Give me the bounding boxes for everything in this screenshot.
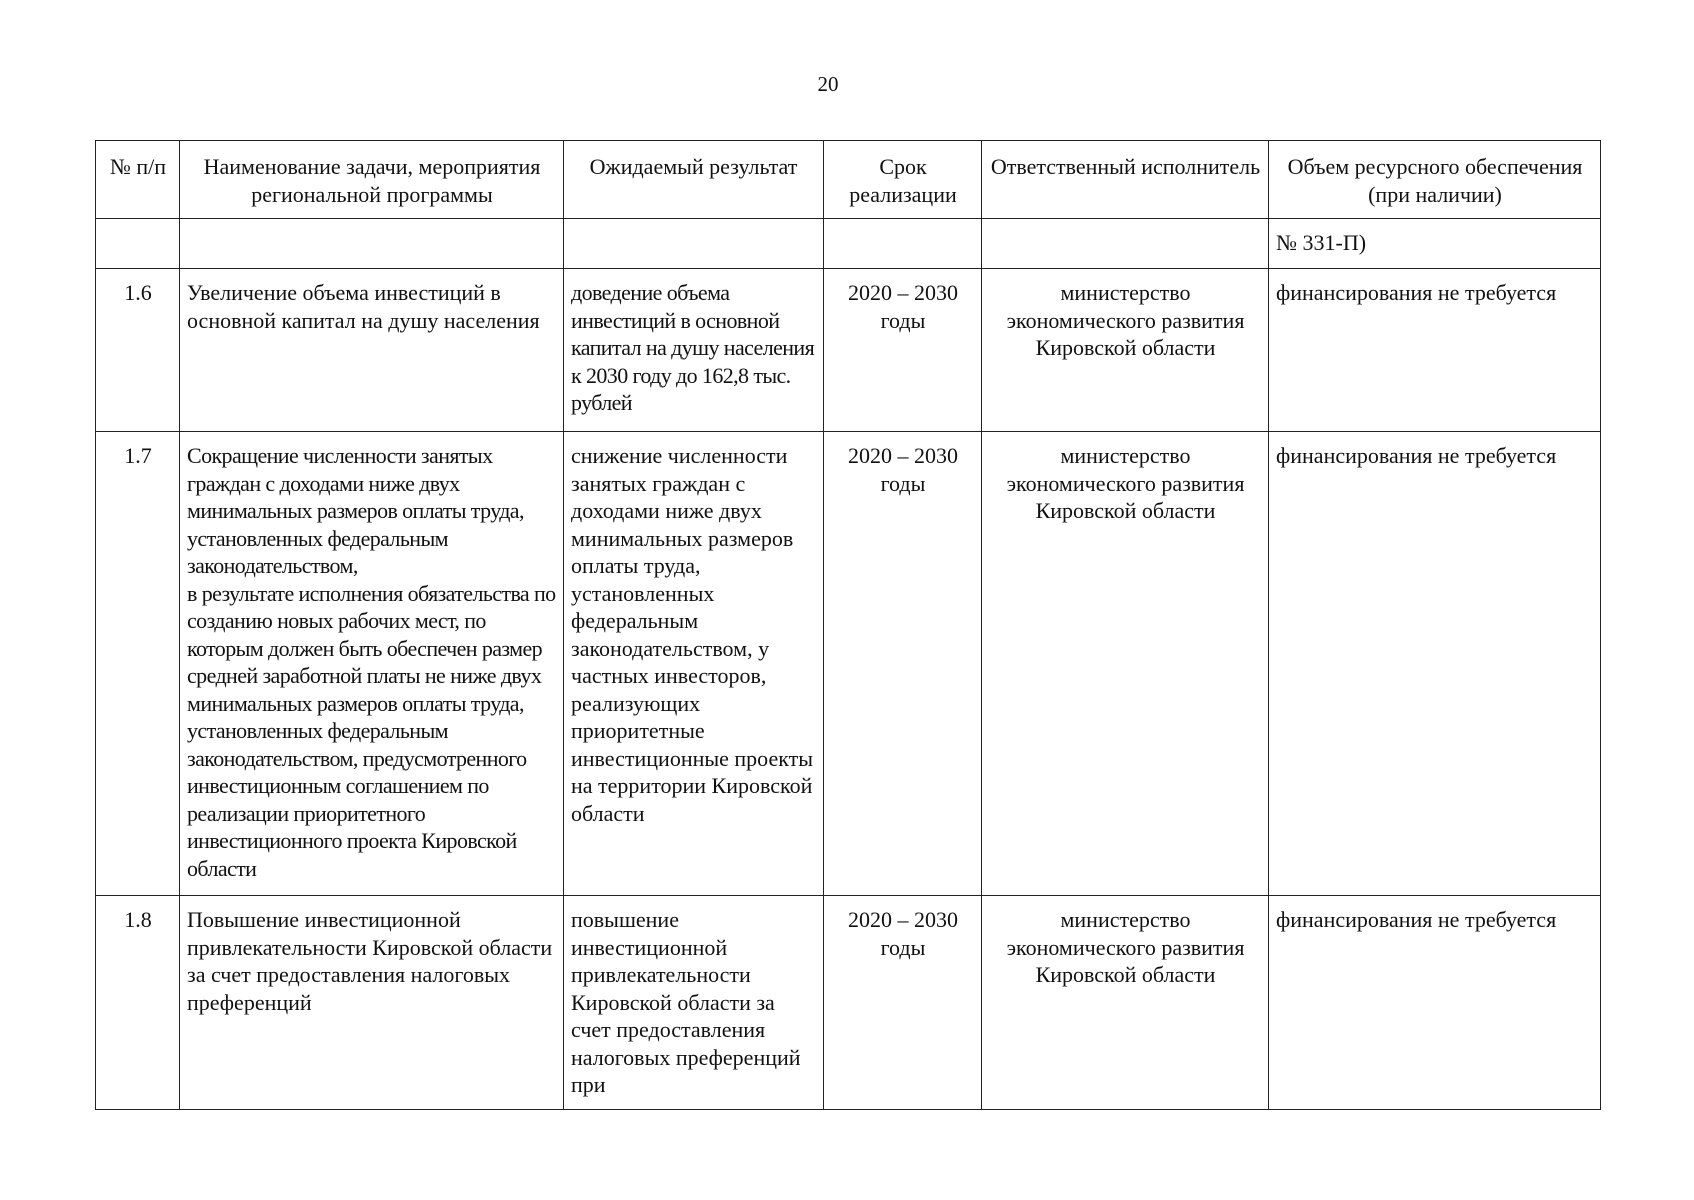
page-number: 20: [817, 72, 839, 96]
cell-num: 1.8: [96, 896, 180, 1110]
cell-term: 2020 – 2030 годы: [824, 432, 982, 896]
cell-term: 2020 – 2030 годы: [824, 896, 982, 1110]
cell-resources: финансирования не требуется: [1269, 896, 1601, 1110]
cell-term: 2020 – 2030 годы: [824, 269, 982, 432]
cell-num: 1.6: [96, 269, 180, 432]
table-header-row: [96, 141, 1601, 219]
cell-result: снижение численности занятых граждан с доходами ниже двух минимальных размеров оплаты труда, установленных федеральным законодательством, у частных инвесторов, реализующих приоритетные инвестиционные проекты на территории Кировской области: [564, 432, 824, 896]
cell-result: доведение объема инвестиций в основной капитал на душу населения к 2030 году до 162,8 тыс. рублей: [564, 269, 824, 432]
cell-result: [564, 219, 824, 269]
cell-num: 1.7: [96, 432, 180, 896]
cell-resources: финансирования не требуется: [1269, 269, 1601, 432]
cell-resources: № 331-П): [1269, 219, 1601, 269]
header-task: Наименование задачи, мероприятия региональной программы: [180, 141, 564, 219]
table-row: [96, 219, 1601, 269]
table-row: [96, 269, 1601, 432]
program-table-container: [95, 140, 1600, 1110]
header-term: Срок реализации: [824, 141, 982, 219]
header-responsible: Ответственный исполнитель: [982, 141, 1269, 219]
cell-task: [180, 432, 564, 896]
cell-resources: финансирования не требуется: [1269, 432, 1601, 896]
cell-task-part: в результате исполнения обязательства по созданию новых рабочих мест, по которым должен быть обеспечен размер средней заработной платы не ниже двух минимальных размеров оплаты труда, установленных федеральным законодательством, предусмотренного инвестиционным соглашением по реализации приоритетного инвестиционного проекта Кировской области: [187, 580, 556, 881]
cell-responsible: [982, 219, 1269, 269]
cell-task: Увеличение объема инвестиций в основной капитал на душу населения: [180, 269, 564, 432]
cell-responsible: министерство экономического развития Кировской области: [982, 269, 1269, 432]
table-row: [96, 896, 1601, 1110]
cell-responsible: министерство экономического развития Кировской области: [982, 432, 1269, 896]
header-num: № п/п: [96, 141, 180, 219]
cell-num: [96, 219, 180, 269]
cell-task: [180, 219, 564, 269]
header-result: Ожидаемый результат: [564, 141, 824, 219]
program-table: [95, 140, 1601, 1110]
table-row: [96, 432, 1601, 896]
cell-task: Повышение инвестиционной привлекательности Кировской области за счет предоставления налоговых преференций: [180, 896, 564, 1110]
cell-result: повышение инвестиционной привлекательности Кировской области за счет предоставления налоговых преференций при: [564, 896, 824, 1110]
cell-responsible: министерство экономического развития Кировской области: [982, 896, 1269, 1110]
header-resources: Объем ресурсного обеспечения (при наличии): [1269, 141, 1601, 219]
cell-term: [824, 219, 982, 269]
cell-task-part: Сокращение численности занятых граждан с доходами ниже двух минимальных размеров оплаты труда, установленных федеральным законодательством,: [187, 443, 524, 578]
